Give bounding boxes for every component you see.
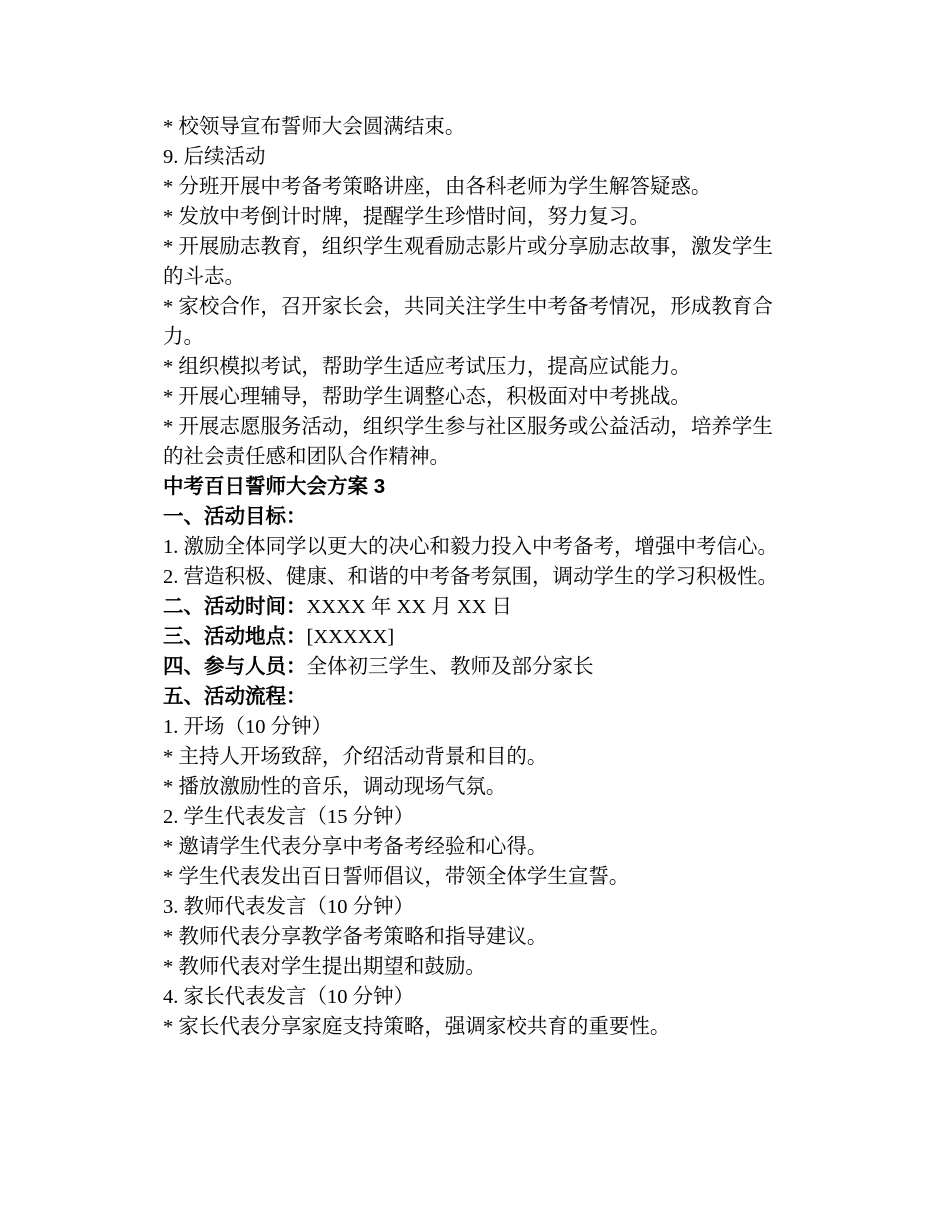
list-item: * 分班开展中考备考策略讲座，由各科老师为学生解答疑惑。 bbox=[163, 176, 712, 198]
step-title: 1. 开场（10 分钟） bbox=[163, 716, 333, 738]
step-title: 3. 教师代表发言（10 分钟） bbox=[163, 896, 415, 918]
list-item: * 家长代表分享家庭支持策略，强调家校共育的重要性。 bbox=[163, 1016, 671, 1038]
activity-location bbox=[163, 622, 793, 652]
step-title: 2. 学生代表发言（15 分钟） bbox=[163, 806, 415, 828]
section-label: 三、活动地点： bbox=[163, 625, 307, 648]
section-heading: 一、活动目标： bbox=[163, 505, 307, 528]
list-item: * 开展心理辅导，帮助学生调整心态，积极面对中考挑战。 bbox=[163, 386, 691, 408]
document-title: 中考百日誓师大会方案 3 bbox=[163, 475, 386, 498]
list-item: * 开展志愿服务活动，组织学生参与社区服务或公益活动，培养学生的社会责任感和团队合作精神。 bbox=[163, 416, 773, 468]
activity-time bbox=[163, 592, 793, 622]
section-label: 二、活动时间： bbox=[163, 595, 307, 618]
list-item: * 学生代表发出百日誓师倡议，带领全体学生宣誓。 bbox=[163, 866, 630, 888]
list-item: * 组织模拟考试，帮助学生适应考试压力，提高应试能力。 bbox=[163, 356, 691, 378]
step-title: 4. 家长代表发言（10 分钟） bbox=[163, 986, 415, 1008]
list-item: * 校领导宣布誓师大会圆满结束。 bbox=[163, 116, 466, 138]
section-value: XXXX 年 XX 月 XX 日 bbox=[306, 596, 513, 618]
section-value: 全体初三学生、教师及部分家长 bbox=[306, 656, 594, 678]
list-item: * 播放激励性的音乐，调动现场气氛。 bbox=[163, 776, 507, 798]
goal-item: 2. 营造积极、健康、和谐的中考备考氛围，调动学生的学习积极性。 bbox=[163, 566, 778, 588]
section-item: 9. 后续活动 bbox=[163, 146, 266, 168]
list-item: * 教师代表对学生提出期望和鼓励。 bbox=[163, 956, 486, 978]
goal-item: 1. 激励全体同学以更大的决心和毅力投入中考备考，增强中考信心。 bbox=[163, 536, 778, 558]
section-value: [XXXXX] bbox=[306, 626, 395, 648]
list-item: * 主持人开场致辞，介绍活动背景和目的。 bbox=[163, 746, 548, 768]
list-item: * 发放中考倒计时牌，提醒学生珍惜时间，努力复习。 bbox=[163, 206, 650, 228]
document-body bbox=[163, 112, 793, 1042]
list-item: * 邀请学生代表分享中考备考经验和心得。 bbox=[163, 836, 548, 858]
list-item: * 开展励志教育，组织学生观看励志影片或分享励志故事，激发学生的斗志。 bbox=[163, 236, 773, 288]
list-item: * 家校合作，召开家长会，共同关注学生中考备考情况，形成教育合力。 bbox=[163, 296, 773, 348]
participants bbox=[163, 652, 793, 682]
list-item: * 教师代表分享教学备考策略和指导建议。 bbox=[163, 926, 548, 948]
section-label: 四、参与人员： bbox=[163, 655, 307, 678]
section-heading: 五、活动流程： bbox=[163, 685, 307, 708]
